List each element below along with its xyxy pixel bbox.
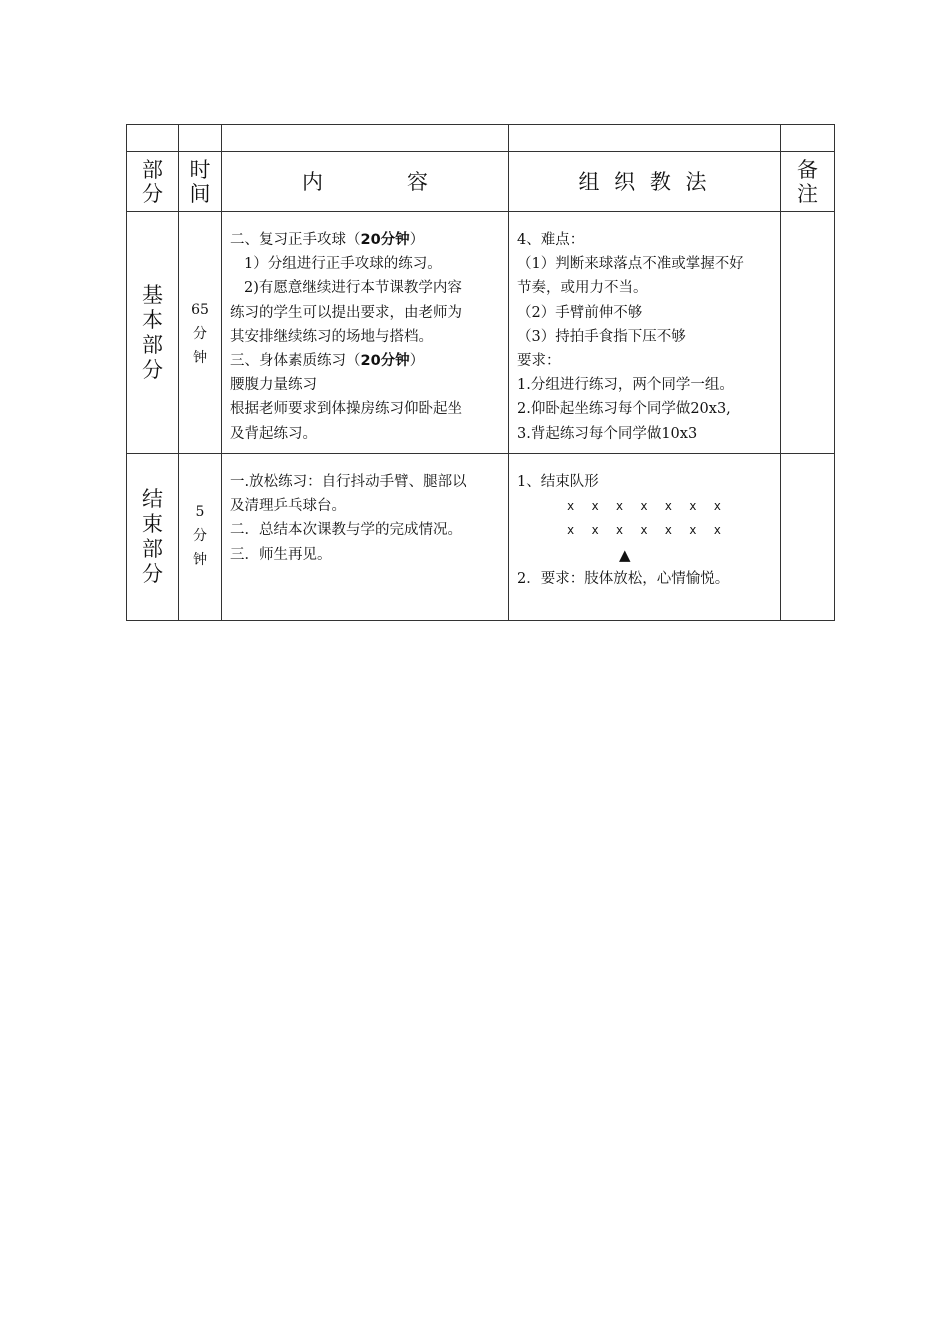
content-line: 三．师生再见。 [230, 546, 332, 563]
content-line: 根据老师要求到体操房练习仰卧起坐 [230, 401, 462, 418]
blank-top-row [127, 125, 835, 152]
header-section: 部分 [127, 152, 179, 212]
section-basic: 基本部分 [127, 212, 179, 454]
blank-cell [179, 125, 222, 152]
content-ending [222, 454, 509, 621]
time-ending [179, 454, 222, 621]
header-method: 组 织 教 法 [509, 152, 781, 212]
method-line: 要求： [517, 353, 561, 370]
lesson-plan-table [126, 124, 835, 621]
method-line: （2）手臂前伸不够 [517, 304, 643, 321]
header-time: 时间 [179, 152, 222, 212]
time-unit: 分钟 [193, 528, 207, 568]
method-line: 3.背起练习每个同学做10x3 [517, 425, 698, 442]
method-line: （3）持拍手食指下压不够 [517, 328, 686, 345]
blank-cell [781, 125, 835, 152]
row-ending [127, 454, 835, 621]
notes-ending [781, 454, 835, 621]
header-row [127, 152, 835, 212]
method-line: 2.仰卧起坐练习每个同学做20x3, [517, 401, 731, 418]
content-line: 二．总结本次课教与学的完成情况。 [230, 522, 462, 539]
content-line: 及背起练习。 [230, 425, 317, 442]
method-ending [509, 454, 781, 621]
time-number: 65 [191, 302, 209, 318]
notes-basic [781, 212, 835, 454]
blank-cell [222, 125, 509, 152]
method-line: 节奏，或用力不当。 [517, 280, 648, 297]
content-line: 二、复习正手攻球（20分钟） [230, 232, 425, 248]
time-unit: 分钟 [193, 326, 207, 366]
row-basic [127, 212, 835, 454]
content-line: 三、身体素质练习（20分钟） [230, 353, 425, 370]
teacher-triangle-icon: ▲ [619, 545, 631, 564]
header-content: 内 容 [222, 152, 509, 212]
method-line: 1、结束队形 [517, 474, 599, 490]
content-basic [222, 212, 509, 454]
formation-row: x x x x x x x [567, 523, 726, 538]
time-number: 5 [195, 504, 205, 520]
method-line: 4、难点： [517, 232, 585, 248]
content-line: 1）分组进行正手攻球的练习。 [244, 256, 442, 273]
content-line: 2)有愿意继续进行本节课教学内容 [244, 280, 462, 297]
method-basic [509, 212, 781, 454]
content-line: 其安排继续练习的场地与搭档。 [230, 328, 433, 345]
content-line: 及清理乒乓球台。 [230, 498, 346, 515]
header-notes: 备注 [781, 152, 835, 212]
method-line: 1.分组进行练习，两个同学一组。 [517, 377, 734, 394]
time-basic [179, 212, 222, 454]
method-line: 2．要求：肢体放松，心情愉悦。 [517, 570, 730, 587]
content-line: 练习的学生可以提出要求，由老师为 [230, 304, 462, 321]
content-line: 一.放松练习：自行抖动手臂、腿部以 [230, 474, 467, 490]
method-line: （1）判断来球落点不准或掌握不好 [517, 256, 744, 273]
blank-cell [127, 125, 179, 152]
formation-row: x x x x x x x [567, 499, 726, 514]
content-line: 腰腹力量练习 [230, 377, 317, 394]
section-ending: 结束部分 [127, 454, 179, 621]
blank-cell [509, 125, 781, 152]
